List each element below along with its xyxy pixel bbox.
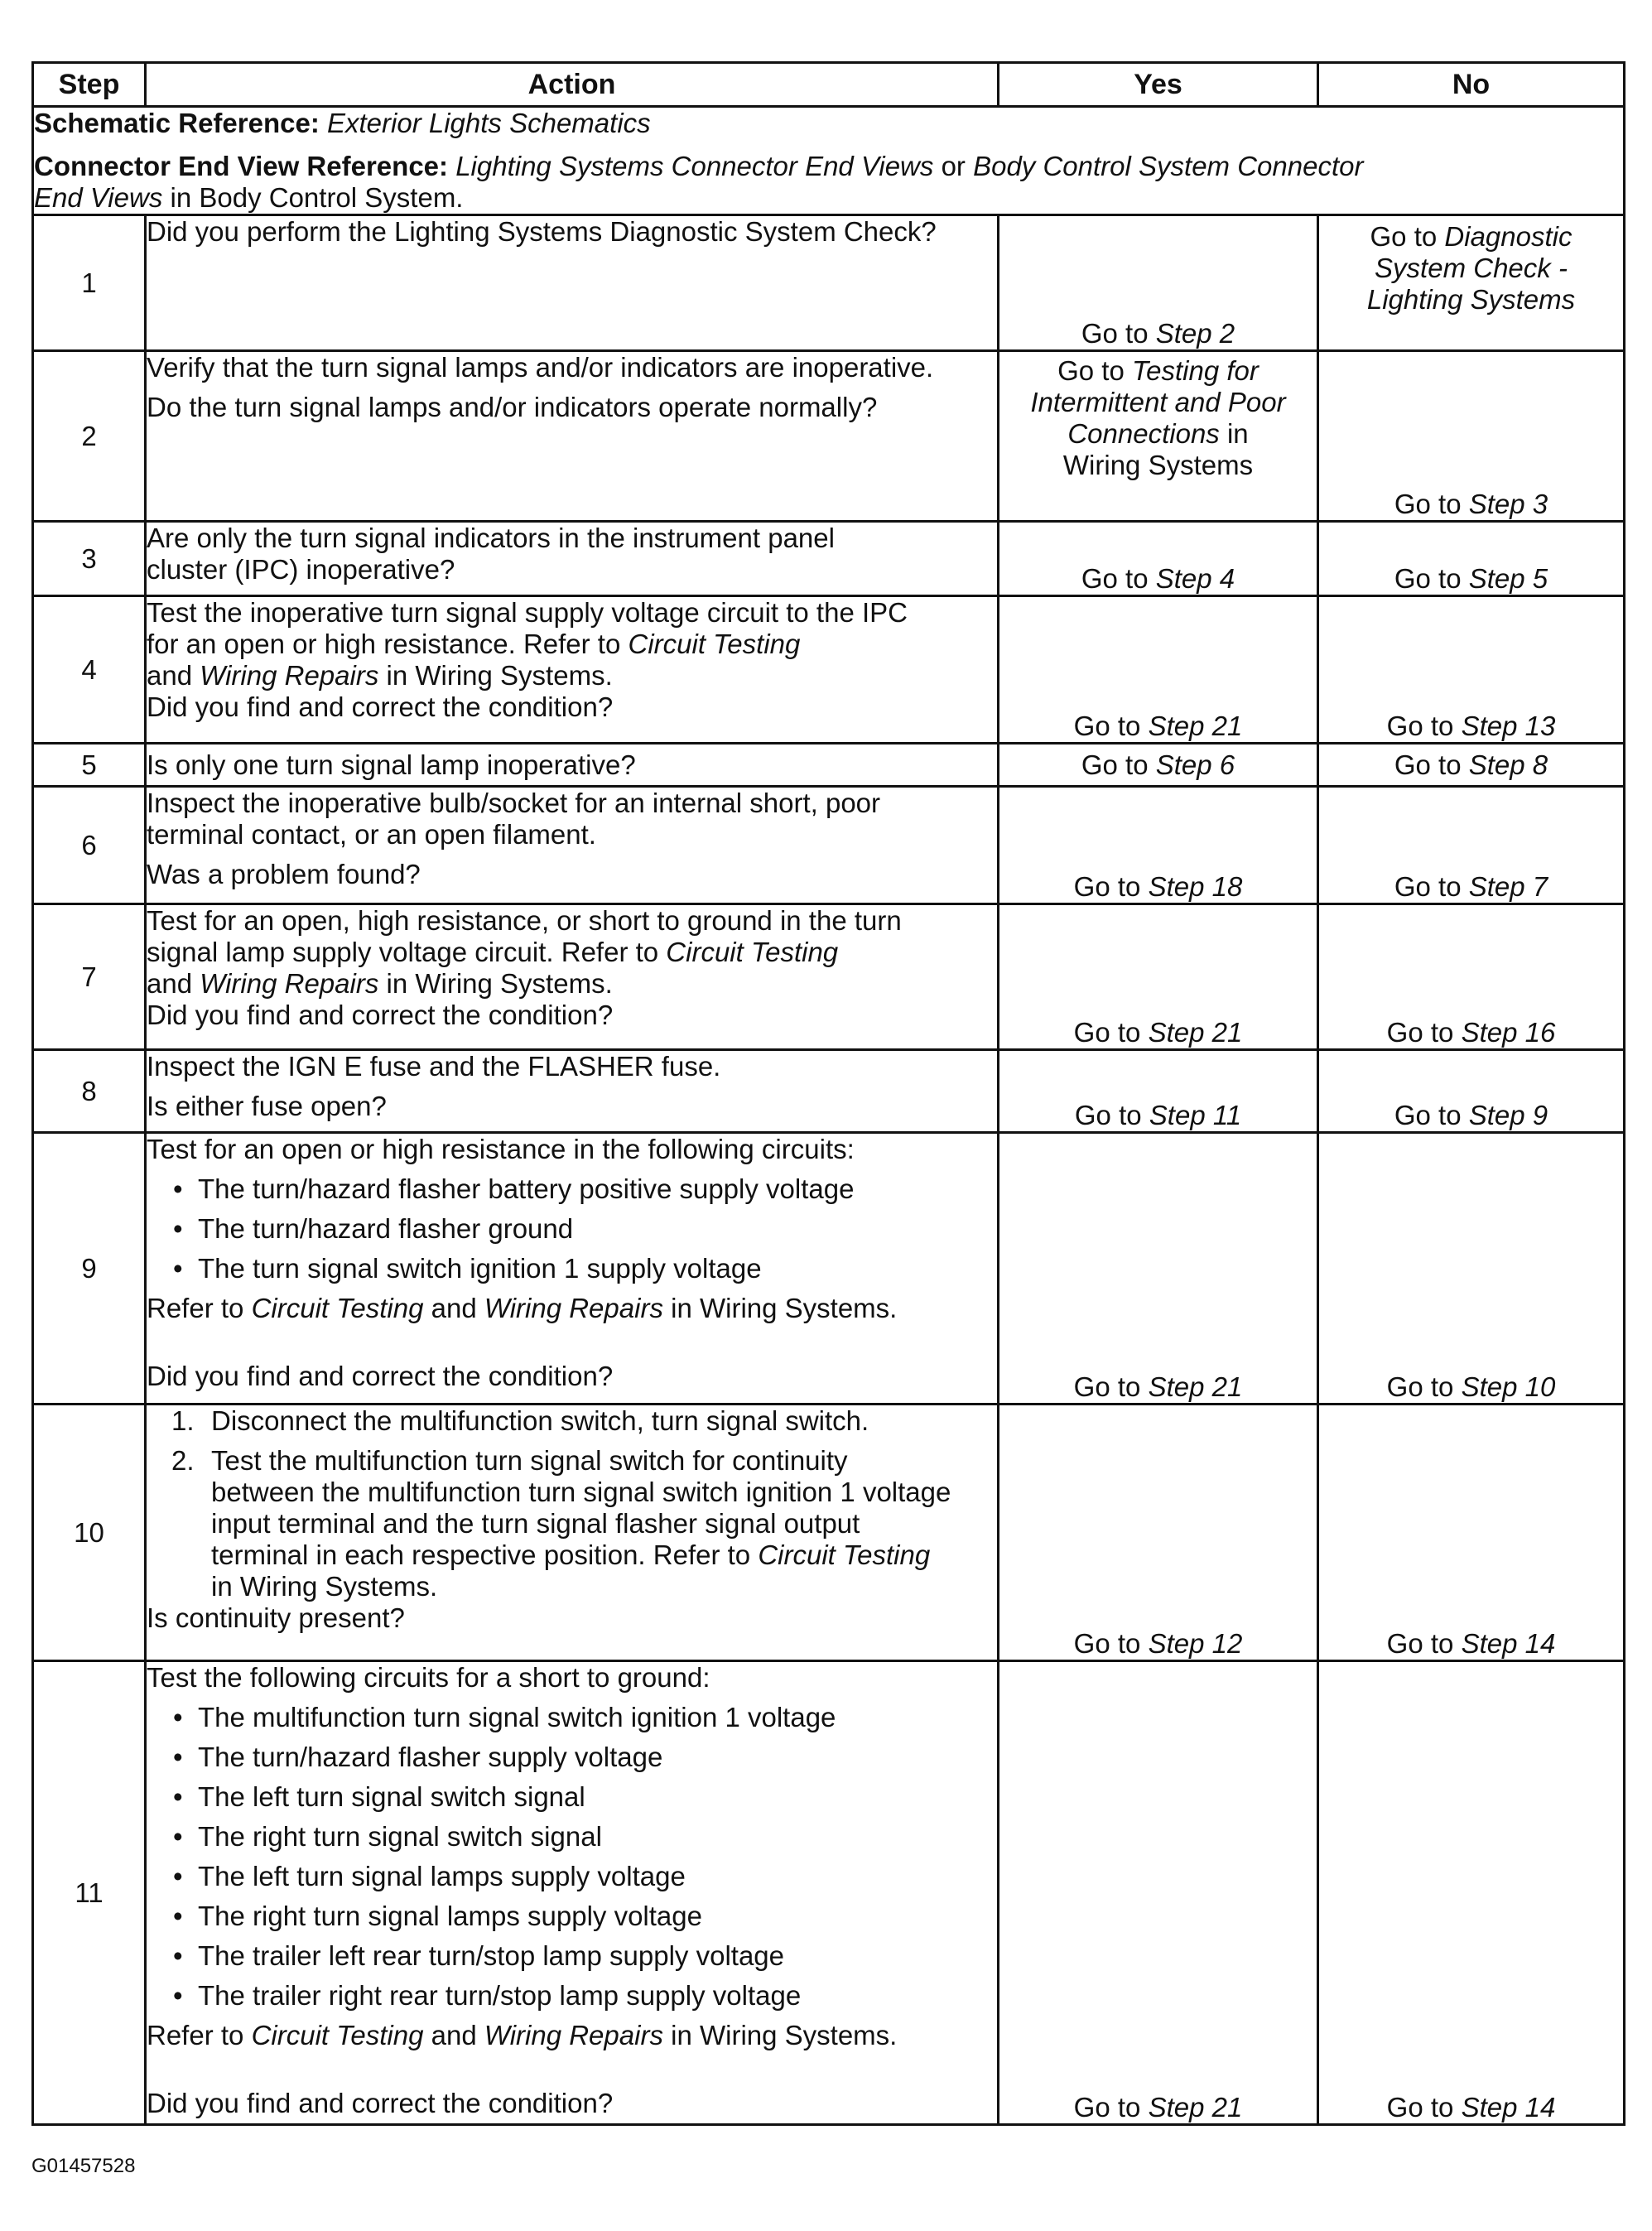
step-row-8: [33, 1050, 1625, 1133]
yes-step-ref: Step 18: [1148, 871, 1243, 902]
diagnostic-table: [31, 61, 1626, 2126]
goto-text: Go to: [1394, 489, 1462, 519]
wiring-repairs-ref: Wiring Repairs: [200, 968, 379, 999]
yes-step-ref: Step 11: [1149, 1100, 1242, 1130]
action-text: Test for an open, high resistance, or short to ground in the turn: [147, 905, 902, 936]
goto-text: Go to: [1386, 711, 1454, 741]
item-text: terminal in each respective position. Refer to: [211, 1540, 751, 1570]
bullet-item: • The turn/hazard flasher supply voltage: [173, 1742, 997, 1773]
step-number: 8: [33, 1050, 146, 1133]
step-number: 6: [33, 787, 146, 904]
yes-step-ref: Step 21: [1148, 1371, 1243, 1402]
action-text: Test the inoperative turn signal supply voltage circuit to the IPC: [147, 597, 908, 628]
connector-or: or: [941, 151, 966, 181]
no-cell: [1318, 1133, 1625, 1405]
yes-ref-2: Intermittent and Poor: [1030, 387, 1286, 417]
reference-row: [33, 107, 1625, 215]
item-text: Disconnect the multifunction switch, turn signal switch.: [211, 1405, 869, 1436]
step-number: 9: [33, 1133, 146, 1405]
no-cell: [1318, 1661, 1625, 2125]
refer-text: Refer to: [147, 1293, 244, 1323]
in-wiring-systems: in Wiring Systems.: [386, 660, 613, 691]
no-step-ref: Step 8: [1468, 749, 1548, 780]
goto-text: Go to: [1081, 749, 1149, 780]
connector-value-1: Lighting Systems Connector End Views: [455, 151, 934, 181]
item-text: in Wiring Systems.: [211, 1571, 438, 1602]
step-number: 7: [33, 904, 146, 1050]
step-row-1: [33, 215, 1625, 351]
no-cell: [1318, 351, 1625, 522]
yes-step-ref: Step 6: [1155, 749, 1235, 780]
action-text: signal lamp supply voltage circuit. Refer to: [147, 937, 659, 967]
header-yes: Yes: [999, 63, 1318, 107]
action-cell: [146, 522, 999, 596]
action-question: Do the turn signal lamps and/or indicators operate normally?: [147, 392, 878, 422]
no-ref-1: Diagnostic: [1444, 221, 1573, 252]
schematic-reference: [34, 108, 1623, 139]
step-row-7: [33, 904, 1625, 1050]
no-cell: [1318, 1405, 1625, 1661]
goto-text: Go to: [1386, 1017, 1454, 1048]
circuit-testing-ref: Circuit Testing: [251, 2020, 424, 2050]
in-wiring-systems: in Wiring Systems.: [671, 2020, 898, 2050]
yes-cell: [999, 522, 1318, 596]
step-row-3: [33, 522, 1625, 596]
action-question: Is continuity present?: [147, 1602, 405, 1633]
bullet-item: • The turn/hazard flasher battery positive supply voltage: [173, 1173, 997, 1205]
and-text: and: [431, 2020, 477, 2050]
step-number: 11: [33, 1661, 146, 2125]
action-cell: [146, 1133, 999, 1405]
schematic-value: Exterior Lights Schematics: [327, 108, 651, 138]
no-step-ref: Step 10: [1461, 1371, 1556, 1402]
schematic-label: Schematic Reference:: [34, 108, 320, 138]
action-text: Inspect the IGN E fuse and the FLASHER fuse.: [147, 1051, 721, 1082]
step-row-2: [33, 351, 1625, 522]
yes-step-ref: Step 21: [1148, 711, 1243, 741]
goto-text: Go to: [1057, 355, 1125, 386]
and-text: and: [147, 660, 193, 691]
bullet-item: • The right turn signal lamps supply voltage: [173, 1901, 997, 1932]
goto-text: Go to: [1074, 1100, 1142, 1130]
yes-ref-1: Testing for: [1132, 355, 1259, 386]
action-text: Are only the turn signal indicators in the instrument panel: [147, 523, 835, 553]
numbered-item-1: [147, 1405, 997, 1437]
header-action: Action: [146, 63, 999, 107]
no-cell: [1318, 1050, 1625, 1133]
goto-text: Go to: [1394, 871, 1462, 902]
item-number: 1.: [171, 1405, 195, 1436]
header-no: No: [1318, 63, 1625, 107]
bullet-item: • The trailer right rear turn/stop lamp supply voltage: [173, 1980, 997, 2012]
action-cell: [146, 787, 999, 904]
yes-cell: [999, 1133, 1318, 1405]
step-row-6: [33, 787, 1625, 904]
step-row-11: [33, 1661, 1625, 2125]
and-text: and: [431, 1293, 477, 1323]
yes-cell: [999, 1050, 1318, 1133]
item-text: input terminal and the turn signal flasher signal output: [211, 1508, 860, 1539]
bullet-item: • The turn signal switch ignition 1 supply voltage: [173, 1253, 997, 1284]
action-text: Test the following circuits for a short to ground:: [147, 1662, 710, 1693]
wiring-repairs-ref: Wiring Repairs: [200, 660, 379, 691]
goto-text: Go to: [1394, 563, 1462, 594]
goto-text: Go to: [1394, 749, 1462, 780]
no-step-ref: Step 14: [1461, 1628, 1556, 1659]
goto-text: Go to: [1073, 1628, 1141, 1659]
action-cell: [146, 904, 999, 1050]
action-text: Is only one turn signal lamp inoperative?: [147, 749, 636, 780]
action-cell: [146, 351, 999, 522]
yes-step-ref: Step 4: [1155, 563, 1235, 594]
reference-cell: [33, 107, 1625, 215]
goto-text: Go to: [1394, 1100, 1462, 1130]
connector-value-2: Body Control System Connector: [973, 151, 1364, 181]
action-question: Did you find and correct the condition?: [147, 691, 614, 722]
step-number: 4: [33, 596, 146, 744]
action-cell: [146, 1050, 999, 1133]
connector-value-3: End Views: [34, 182, 163, 213]
yes-ref-4: in: [1226, 418, 1249, 449]
step-row-4: [33, 596, 1625, 744]
yes-cell: [999, 904, 1318, 1050]
step-number: 3: [33, 522, 146, 596]
no-cell: [1318, 522, 1625, 596]
yes-cell: [999, 787, 1318, 904]
no-cell: [1318, 904, 1625, 1050]
no-step-ref: Step 16: [1461, 1017, 1556, 1048]
bullet-item: • The right turn signal switch signal: [173, 1821, 997, 1853]
action-text: for an open or high resistance. Refer to: [147, 629, 621, 659]
no-step-ref: Step 13: [1461, 711, 1556, 741]
goto-text: Go to: [1386, 1628, 1454, 1659]
in-wiring-systems: in Wiring Systems.: [671, 1293, 898, 1323]
yes-step-ref: Step 21: [1148, 1017, 1243, 1048]
action-text: Inspect the inoperative bulb/socket for an internal short, poor: [147, 788, 881, 818]
action-cell: [146, 215, 999, 351]
goto-text: Go to: [1073, 1371, 1141, 1402]
yes-cell: [999, 1405, 1318, 1661]
no-cell: [1318, 744, 1625, 787]
no-cell: [1318, 215, 1625, 351]
refer-text: Refer to: [147, 2020, 244, 2050]
yes-cell: [999, 1661, 1318, 2125]
bullet-item: • The left turn signal lamps supply voltage: [173, 1861, 997, 1892]
header-step: Step: [33, 63, 146, 107]
yes-step-ref: Step 2: [1155, 318, 1235, 349]
no-step-ref: Step 7: [1468, 871, 1548, 902]
step-number: 1: [33, 215, 146, 351]
no-step-ref: Step 9: [1468, 1100, 1548, 1130]
no-step-ref: Step 3: [1468, 489, 1548, 519]
bullet-item: • The turn/hazard flasher ground: [173, 1213, 997, 1245]
goto-text: Go to: [1073, 1017, 1141, 1048]
yes-cell: [999, 596, 1318, 744]
step-row-9: [33, 1133, 1625, 1405]
connector-reference: [34, 151, 1623, 214]
bullet-item: • The multifunction turn signal switch ignition 1 voltage: [173, 1702, 997, 1733]
yes-ref-3: Connections: [1067, 418, 1220, 449]
wiring-repairs-ref: Wiring Repairs: [484, 1293, 663, 1323]
connector-label: Connector End View Reference:: [34, 151, 449, 181]
item-text: Test the multifunction turn signal switch for continuity: [211, 1445, 848, 1476]
numbered-item-2: [147, 1445, 997, 1602]
action-text: cluster (IPC) inoperative?: [147, 554, 455, 585]
step-number: 10: [33, 1405, 146, 1661]
action-question: Was a problem found?: [147, 859, 421, 889]
no-cell: [1318, 596, 1625, 744]
goto-text: Go to: [1081, 318, 1149, 349]
yes-step-ref: Step 12: [1148, 1628, 1243, 1659]
action-cell: [146, 1661, 999, 2125]
no-ref-2: System Check -: [1375, 253, 1568, 283]
no-ref-3: Lighting Systems: [1366, 284, 1576, 315]
action-text: Did you perform the Lighting Systems Diagnostic System Check?: [147, 216, 937, 247]
step-number: 2: [33, 351, 146, 522]
action-cell: [146, 744, 999, 787]
action-question: Did you find and correct the condition?: [147, 1361, 614, 1391]
circuit-testing-ref: Circuit Testing: [666, 937, 839, 967]
item-text: between the multifunction turn signal switch ignition 1 voltage: [211, 1477, 951, 1507]
yes-ref-5: Wiring Systems: [1062, 450, 1254, 480]
goto-text: Go to: [1386, 2092, 1454, 2123]
action-question: Is either fuse open?: [147, 1091, 387, 1121]
bullet-item: • The trailer left rear turn/stop lamp supply voltage: [173, 1940, 997, 1972]
yes-step-ref: Step 21: [1148, 2092, 1243, 2123]
action-question: Did you find and correct the condition?: [147, 2088, 614, 2118]
header-row: [33, 63, 1625, 107]
no-cell: [1318, 787, 1625, 904]
step-row-10: [33, 1405, 1625, 1661]
goto-text: Go to: [1386, 1371, 1454, 1402]
goto-text: Go to: [1370, 221, 1438, 252]
yes-cell: [999, 215, 1318, 351]
action-question: Did you find and correct the condition?: [147, 1000, 614, 1030]
connector-tail: in Body Control System.: [170, 182, 464, 213]
circuit-testing-ref: Circuit Testing: [251, 1293, 424, 1323]
item-number: 2.: [171, 1445, 195, 1476]
circuit-testing-ref: Circuit Testing: [628, 629, 801, 659]
action-text: Verify that the turn signal lamps and/or indicators are inoperative.: [147, 352, 934, 383]
action-text: Test for an open or high resistance in the following circuits:: [147, 1134, 855, 1164]
action-cell: [146, 1405, 999, 1661]
no-step-ref: Step 5: [1468, 563, 1548, 594]
yes-cell: [999, 351, 1318, 522]
in-wiring-systems: in Wiring Systems.: [386, 968, 613, 999]
bullet-item: • The left turn signal switch signal: [173, 1781, 997, 1813]
action-cell: [146, 596, 999, 744]
and-text: and: [147, 968, 193, 999]
goto-text: Go to: [1073, 871, 1141, 902]
wiring-repairs-ref: Wiring Repairs: [484, 2020, 663, 2050]
no-step-ref: Step 14: [1461, 2092, 1556, 2123]
yes-cell: [999, 744, 1318, 787]
figure-id: G01457528: [31, 2155, 136, 2177]
circuit-testing-ref: Circuit Testing: [758, 1540, 931, 1570]
goto-text: Go to: [1073, 2092, 1141, 2123]
goto-text: Go to: [1081, 563, 1149, 594]
action-text: terminal contact, or an open filament.: [147, 819, 596, 850]
goto-text: Go to: [1073, 711, 1141, 741]
step-row-5: [33, 744, 1625, 787]
step-number: 5: [33, 744, 146, 787]
